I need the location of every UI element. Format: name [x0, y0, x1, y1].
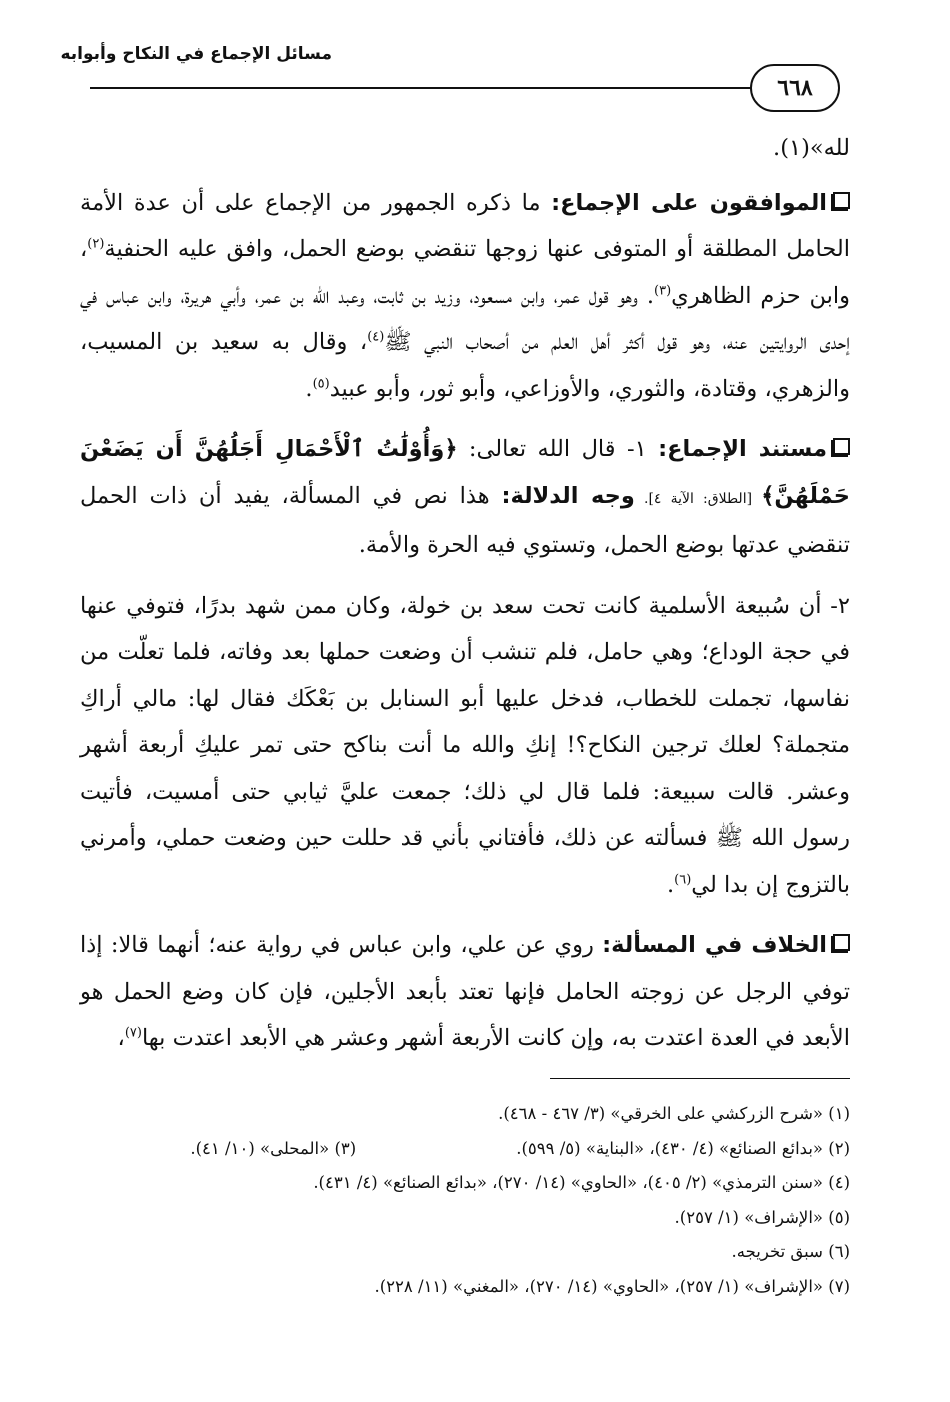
footnote-ref: (٣) [654, 283, 672, 298]
footnote-ref: (٢) [87, 236, 105, 252]
paragraph-agreeing-scholars: الموافقون على الإجماع: ما ذكره الجمهور من الإجماع على أن عدة الأمة الحامل المطلقة أو المتوفى عنها زوجها تنقضي بوضع الحمل، وافق عليه الحنفية$^{(٢)}$، وابن حزم الظاهري$^{(٣)}$. وهو قول عمر، وابن مسعود، وزيد بن ثابت، وعبد الله بن عمر، وأبي هريرة، وابن عباس في إحدى الروايتين عنه، وهو قول أكثر أهل العلم من أصحاب النبي ﷺ$^{(٤)}$، وقال به سعيد بن المسيب، والزهري، وقتادة، والثوري، والأوزاعي، وأبو ثور، وأبو عبيد$^{(٥)}$. [80, 189, 851, 402]
inline-label: وجه الدلالة: [501, 482, 635, 509]
paragraph-basis: مستند الإجماع: ١- قال الله تعالى: ﴿وَأُوْلَٰتُ ٱلْأَحْمَالِ أَجَلُهُنَّ أَن يَضَعْنَ حَمْلَهُنَّ﴾ [الطلاق: الآية ٤]. وجه الدلالة: هذا نص في المسألة، يفيد أن ذات الحمل تنقضي عدتها بوضع الحمل، وتستوي فيه الحرة والأمة. [80, 436, 850, 558]
paragraph-hadith: ٢- أن سُبيعة الأسلمية كانت تحت سعد بن خولة، وكان ممن شهد بدرًا، فتوفي عنها في حجة الوداع؛ وهي حامل، فلم تنشب أن وضعت حملها بعد وفاته، فلما تعلّت من نفاسها، تجملت للخطاب، فدخل عليها أبو السنابل بن بَعْكَك فقال لها: مالي أراكِ متجملة؟ لعلك ترجين النكاح؟! إنكِ والله ما أنت بناكح حتى تمر عليكِ أربعة أشهر وعشر. قالت سبيعة: فلما قال لي ذلك؛ جمعت عليَّ ثيابي حتى أمسيت، فأتيت رسول الله ﷺ فسألته عن ذلك، فأفتاني بأني قد حللت حين وضعت حملي، وأمرني بالتزوج إن بدا لي$^{(٦)}$. [80, 592, 850, 898]
footnote-2: (٢) «بدائع الصنائع» (٤/ ٤٣٠)، «البناية» (٥/ ٥٩٩). [516, 1138, 850, 1158]
footnote-ref: (٧) [124, 1025, 142, 1041]
footnote-7: (٧) «الإشراف» (١/ ٢٥٧)، «الحاوي» (١٤/ ٢٧٠)، «المغني» (١١/ ٢٢٨). [374, 1276, 850, 1296]
footnote-1: (١) «شرح الزركشي على الخرقي» (٣/ ٤٦٧ - ٤٦٨). [498, 1104, 850, 1123]
quran-verse: ﴿وَأُوْلَٰتُ ٱلْأَحْمَالِ أَجَلُهُنَّ أَن يَضَعْنَ حَمْلَهُنَّ﴾ [80, 436, 850, 509]
page-number: ٦٦٨ [750, 64, 840, 112]
running-title: مسائل الإجماع في النكاح وأبوابه [60, 44, 332, 64]
footnote-ref: (٥) [312, 376, 330, 391]
section-heading: الخلاف في المسألة: [602, 932, 827, 958]
section-heading: مستند الإجماع: [658, 436, 827, 462]
header-rule [90, 87, 835, 89]
paragraph-continuation: لله»(١). [773, 135, 850, 161]
footnote-6: (٦) سبق تخريجه. [731, 1242, 850, 1261]
footnote-ref: (٤) [367, 329, 385, 345]
footnote-ref: (٦) [674, 872, 692, 887]
verse-reference: [الطلاق: الآية ٤]. [634, 490, 762, 507]
main-text [80, 125, 850, 1076]
paragraph-disagreement: الخلاف في المسألة: روي عن علي، وابن عباس في رواية عنه؛ أنهما قالا: إذا توفي الرجل عن زوجته الحامل فإنها تعتد بأبعد الأجلين، فإن كان وضع الحمل هو الأبعد في العدة اعتدت به، وإن كانت الأربعة أشهر وعشر هي الأبعد اعتدت بها$^{(٧)}$، [80, 932, 850, 1051]
section-heading: الموافقون على الإجماع: [551, 189, 827, 216]
footnote-row-2-3 [80, 1132, 850, 1167]
footnote-rule [550, 1078, 850, 1079]
footnotes [80, 1097, 850, 1304]
box-bullet-icon [833, 438, 850, 455]
footnote-3: (٣) «المحلى» (١٠/ ٤١). [190, 1138, 357, 1158]
box-bullet-icon [833, 192, 850, 209]
footnote-4: (٤) «سنن الترمذي» (٢/ ٤٠٥)، «الحاوي» (١٤/ ٢٧٠)، «بدائع الصنائع» (٤/ ٤٣١). [313, 1173, 850, 1192]
footnote-5: (٥) «الإشراف» (١/ ٢٥٧). [674, 1207, 850, 1227]
box-bullet-icon [833, 934, 850, 951]
